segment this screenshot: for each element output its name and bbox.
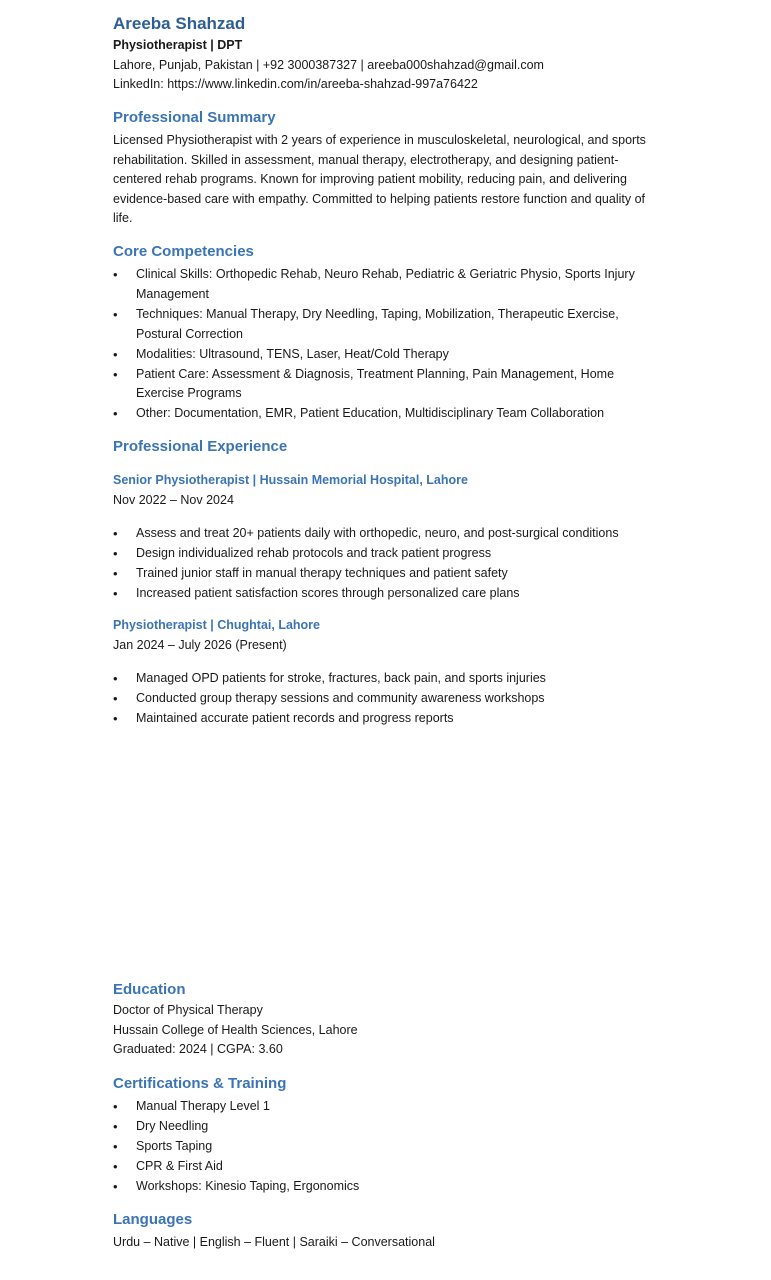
summary-text: Licensed Physiotherapist with 2 years of experience in musculoskeletal, neurological, and sports rehabilitation. Skilled in assessment, manual therapy, electrotherapy, and designing patient-centered rehab programs. Known for improving patient mobility, reducing pain, and delivering evidence-based care with empathy. Committed to helping patients restore function and quality of life. (113, 133, 646, 225)
list-item: • Manual Therapy Level 1 (113, 1097, 646, 1117)
list-item: • Design individualized rehab protocols and track patient progress (113, 544, 646, 564)
competencies-section (113, 241, 673, 424)
job-dates: Jan 2024 – July 2026 (Present) (113, 637, 287, 652)
certifications-section (113, 1073, 673, 1197)
list-item: • Trained junior staff in manual therapy techniques and patient safety (113, 564, 646, 584)
contact-line: Lahore, Punjab, Pakistan | +92 3000387327 | areeba000shahzad@gmail.com (113, 57, 544, 72)
job-bullets (113, 524, 673, 604)
summary-heading: Professional Summary (113, 109, 276, 126)
list-item: • Modalities: Ultrasound, TENS, Laser, Heat/Cold Therapy (113, 345, 646, 365)
job-entry (113, 616, 673, 729)
job-entry (113, 471, 673, 604)
list-item: • Dry Needling (113, 1117, 646, 1137)
list-item: • Workshops: Kinesio Taping, Ergonomics (113, 1177, 646, 1197)
list-item: • CPR & First Aid (113, 1157, 646, 1177)
candidate-title: Physiotherapist | DPT (113, 38, 243, 52)
job-dates: Nov 2022 – Nov 2024 (113, 492, 234, 507)
job-role: Physiotherapist | Chughtai, Lahore (113, 618, 320, 632)
education-details: Graduated: 2024 | CGPA: 3.60 (113, 1042, 283, 1056)
competencies-heading: Core Competencies (113, 243, 254, 260)
certifications-heading: Certifications & Training (113, 1075, 287, 1092)
education-heading: Education (113, 981, 186, 998)
experience-heading: Professional Experience (113, 438, 288, 455)
languages-text: Urdu – Native | English – Fluent | Saraiki – Conversational (113, 1235, 435, 1249)
linkedin-line: LinkedIn: https://www.linkedin.com/in/areeba-shahzad-997a76422 (113, 77, 478, 91)
competencies-list (113, 265, 673, 424)
education-school: Hussain College of Health Sciences, Lahore (113, 1022, 358, 1037)
job-role: Senior Physiotherapist | Hussain Memorial Hospital, Lahore (113, 473, 468, 487)
experience-section (113, 436, 673, 458)
languages-section (113, 1209, 673, 1253)
candidate-name: Areeba Shahzad (113, 14, 246, 33)
languages-heading: Languages (113, 1211, 193, 1228)
list-item: • Sports Taping (113, 1137, 646, 1157)
list-item: • Maintained accurate patient records and progress reports (113, 709, 646, 729)
list-item: • Patient Care: Assessment & Diagnosis, Treatment Planning, Pain Management, Home Exercise Programs (113, 365, 646, 405)
list-item: • Increased patient satisfaction scores through personalized care plans (113, 584, 646, 604)
job-bullets (113, 669, 673, 729)
summary-section (113, 107, 673, 229)
list-item: • Other: Documentation, EMR, Patient Education, Multidisciplinary Team Collaboration (113, 404, 646, 424)
list-item: • Conducted group therapy sessions and community awareness workshops (113, 689, 646, 709)
list-item: • Assess and treat 20+ patients daily with orthopedic, neuro, and post-surgical conditions (113, 524, 646, 544)
list-item: • Managed OPD patients for stroke, fractures, back pain, and sports injuries (113, 669, 646, 689)
list-item: • Techniques: Manual Therapy, Dry Needling, Taping, Mobilization, Therapeutic Exercise, Postural Correction (113, 305, 646, 345)
certifications-list (113, 1097, 673, 1197)
education-degree: Doctor of Physical Therapy (113, 1003, 263, 1017)
education-section (113, 979, 673, 1060)
list-item: • Clinical Skills: Orthopedic Rehab, Neuro Rehab, Pediatric & Geriatric Physio, Sports Injury Management (113, 265, 646, 305)
resume-header (113, 12, 673, 95)
